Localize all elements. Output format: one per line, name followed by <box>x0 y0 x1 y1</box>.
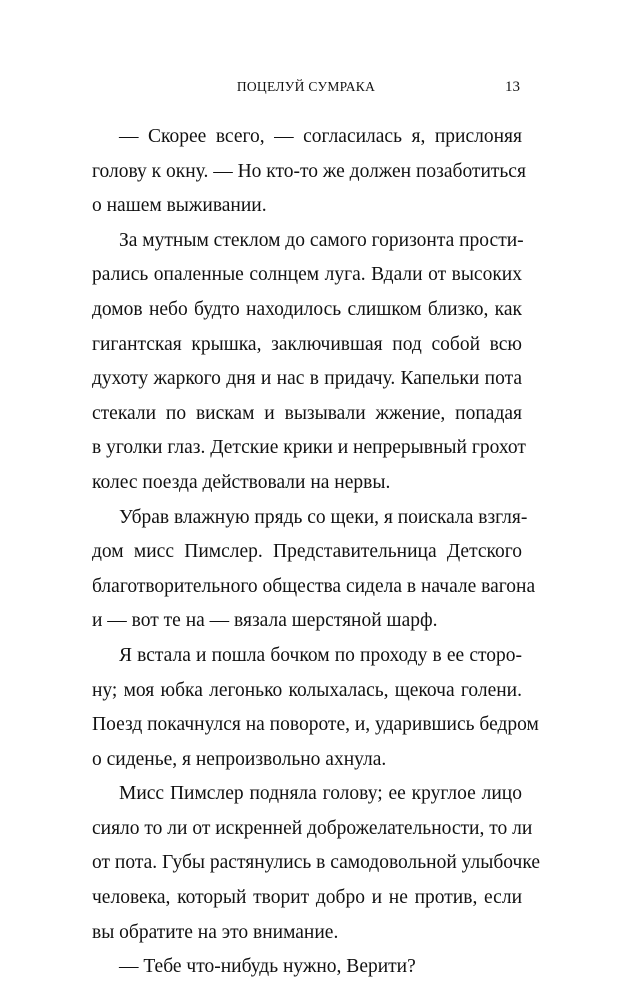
text-line: благотворительного общества сидела в начале вагона <box>92 575 536 597</box>
running-head <box>92 76 520 98</box>
page-number: 13 <box>505 79 520 95</box>
text-line: домов небо будто находилось слишком близко, как <box>92 298 522 320</box>
text-line: духоту жаркого дня и нас в придачу. Капельки пота <box>92 368 522 390</box>
text-line: от пота. Губы растянулись в самодовольной улыбочке <box>92 852 540 874</box>
text-line: вы обратите на это внимание. <box>92 921 339 943</box>
text-line: о сиденье, я непроизвольно ахнула. <box>92 748 387 770</box>
text-line: — Скорее всего, — согласилась я, прислоняя <box>119 126 522 147</box>
text-line: ну; моя юбка легонько колыхалась, щекоча голени. <box>92 679 522 701</box>
text-line: и — вот те на — вязала шерстяной шарф. <box>92 610 438 632</box>
text-line: — Тебе что-нибудь нужно, Верити? <box>119 956 416 978</box>
text-line: гигантская крышка, заключившая под собой всю <box>92 333 522 355</box>
body-text <box>92 120 540 985</box>
text-line: дом мисс Пимслер. Представительница Детского <box>92 541 522 563</box>
text-line: рались опаленные солнцем луга. Вдали от высоких <box>92 264 522 286</box>
text-line: Поезд покачнулся на повороте, и, ударившись бедром <box>92 714 539 736</box>
text-line: За мутным стеклом до самого горизонта прости- <box>119 229 524 251</box>
text-line: стекали по вискам и вызывали жжение, попадая <box>92 402 522 424</box>
text-line: в уголки глаз. Детские крики и непрерывный грохот <box>92 437 526 459</box>
text-line: человека, который творит добро и не против, если <box>92 887 522 909</box>
text-line: Я встала и пошла бочком по проходу в ее сторо- <box>119 644 522 666</box>
text-line: Мисс Пимслер подняла голову; ее круглое лицо <box>119 783 522 805</box>
text-line: голову к окну. — Но кто-то же должен позаботиться <box>92 160 526 182</box>
text-line: о нашем выживании. <box>92 195 267 217</box>
running-title: ПОЦЕЛУЙ СУМРАКА <box>236 79 376 94</box>
text-line: колес поезда действовали на нервы. <box>92 471 391 493</box>
text-line: Убрав влажную прядь со щеки, я поискала взгля- <box>119 506 528 528</box>
text-line: сияло то ли от искренней доброжелательности, то ли <box>92 817 533 839</box>
